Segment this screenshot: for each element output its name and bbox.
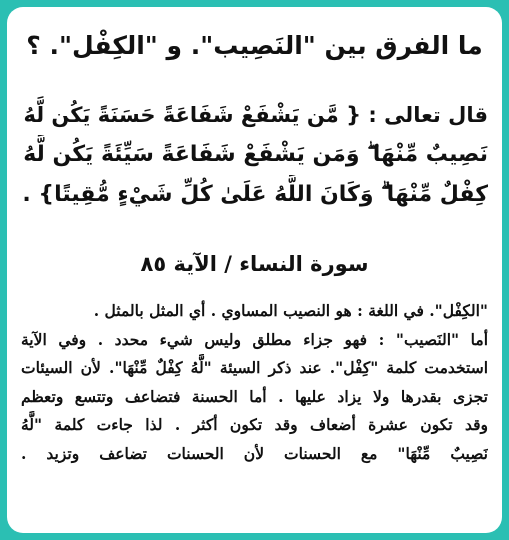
quran-verse <box>21 95 488 245</box>
explanation-line-6: نَصِيبٌ مِّنْهَا" مع الحسنات لأن الحسنات تضاعف وتزيد . <box>21 443 488 463</box>
verse-line-1: قال تعالى : { مَّن يَشْفَعْ شَفَاعَةً حَسَنَةً يَكُن لَّهُ <box>23 103 488 127</box>
explanation-line-5: وقد تكون عشرة أضعاف وقد تكون أكثر . لذا جاءت كلمة "لَّهُ <box>21 415 488 434</box>
explanation-line-2: أما "النَصيب" : فهو جزاء مطلق وليس شيء محدد . وفي الآية <box>21 329 488 349</box>
explanation-line-4: تجزى بقدرها ولا يزاد عليها . أما الحسنة فتضاعف وتتسع وتعظم <box>21 386 488 406</box>
post-title: ما الفرق بين "النَصِيب". و "الكِفْل". ؟ <box>26 31 483 60</box>
explanation-line-3: استخدمت كلمة "كِفْل". عند ذكر السيئة "لَّهُ كِفْلٌ مِّنْهَا". لأن السيئات <box>21 358 488 377</box>
verse-line-2: نَصِيبٌ مِّنْهَا ۖ وَمَن يَشْفَعْ شَفَاعَةً سَيِّئَةً يَكُن لَّهُ <box>23 142 488 167</box>
verse-reference: سورة النساء / الآية ٨٥ <box>140 252 369 276</box>
explanation-line-1: "الكِفْل". في اللغة : هو النصيب المساوي . أي المثل بالمثل . <box>93 301 488 320</box>
verse-line-3: كِفْلٌ مِّنْهَا ۗ وَكَانَ اللَّهُ عَلَىٰ كُلِّ شَيْءٍ مُّقِيتًا} . <box>22 182 488 207</box>
post-card <box>7 7 502 533</box>
explanation-text <box>21 297 488 527</box>
